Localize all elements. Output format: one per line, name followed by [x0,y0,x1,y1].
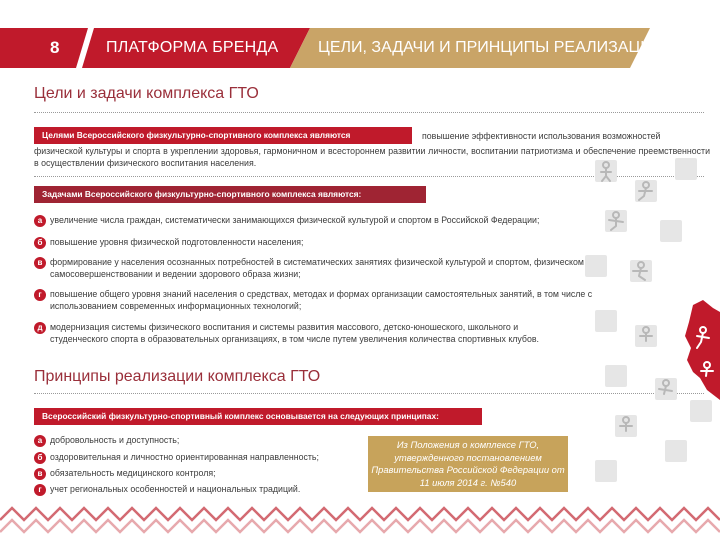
brand-tab[interactable]: ПЛАТФОРМА БРЕНДА [106,39,279,56]
task-text: повышение уровня физической подготовленности населения; [50,237,304,247]
goals-text-first-line: повышение эффективности использования возможностей [422,131,661,141]
principles-section-title: Принципы реализации комплекса ГТО [34,368,321,385]
letter-badge: б [34,452,46,464]
letter-badge: а [34,435,46,447]
letter-badge: д [34,322,46,334]
principle-text: добровольность и доступность; [50,435,180,445]
task-text: увеличение числа граждан, систематически занимающихся физической культурой и спортом в Российской Федерации; [50,215,540,225]
principle-text: оздоровительная и личностно ориентированная направленность; [50,452,319,462]
principle-item [34,434,384,449]
task-item [34,256,644,288]
principle-item [34,451,384,466]
task-text: модернизация системы физического воспитания и системы развития массового, детско-юношеского, школьного и студенческого спорта в образовательных организациях, в том числе путем увеличения количества спортивных клубов. [50,322,539,344]
section-tab[interactable]: ЦЕЛИ, ЗАДАЧИ И ПРИНЦИПЫ РЕАЛИЗАЦИИ [318,39,664,56]
letter-badge: в [34,468,46,480]
header-band [0,28,720,68]
task-item [34,288,644,320]
slide-number: 8 [50,38,60,57]
principle-text: учет региональных особенностей и национальных традиций. [50,484,301,494]
letter-badge: в [34,257,46,269]
letter-badge: б [34,237,46,249]
tasks-label-band: Задачами Всероссийского физкультурно-спортивного комплекса являются: [34,186,426,203]
goals-section-title: Цели и задачи комплекса ГТО [34,85,259,102]
section-divider [34,112,704,113]
goals-text: физической культуры и спорта в укреплении здоровья, гармоничном и всестороннем развитии личности, воспитании патриотизма и обеспечение преемственности в осуществлении физического воспитания населения. [34,146,710,168]
sport-icons-pattern [575,150,720,510]
letter-badge: г [34,484,46,496]
russia-map-fragment [685,300,720,400]
source-note: Из Положения о комплексе ГТО, утвержденного постановлением Правительства Российской Федерации от 11 июля 2014 г. №540 [368,436,568,492]
principle-item [34,467,384,482]
principle-text: обязательность медицинского контроля; [50,468,216,478]
task-text: формирование у населения осознанных потребностей в систематических занятиях физической культурой и спортом, физическом самосовершенствовании и ведении здорового образа жизни; [50,257,584,279]
goals-label-band: Целями Всероссийского физкультурно-спортивного комплекса являются [34,127,412,144]
letter-badge: г [34,289,46,301]
letter-badge: а [34,215,46,227]
task-item [34,321,644,361]
bottom-zigzag-border [0,496,720,540]
task-text: повышение общего уровня знаний населения о средствах, методах и формах организации самостоятельных занятий, в том числе с использованием современных информационных технологий; [50,289,593,311]
principles-label-band: Всероссийский физкультурно-спортивный комплекс основывается на следующих принципах: [34,408,482,425]
